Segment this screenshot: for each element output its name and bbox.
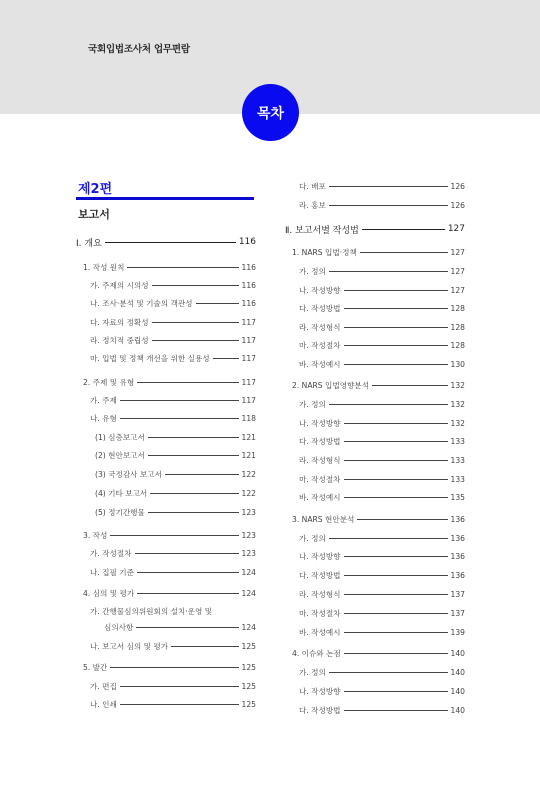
toc-entry-label: 가. 정의 [299, 266, 326, 276]
toc-entry-page: 125 [241, 699, 256, 709]
toc-leader-line [344, 460, 448, 461]
part-title: 제2편 [78, 182, 113, 197]
toc-leader-line [137, 593, 238, 594]
toc-entry [285, 454, 465, 466]
toc-leader-line [110, 667, 238, 668]
toc-entry [285, 339, 465, 351]
toc-entry [285, 180, 465, 192]
toc-entry-page: 122 [241, 488, 256, 498]
toc-leader-line [344, 653, 448, 654]
toc-leader-line [344, 710, 448, 711]
toc-entry-label: 다. 작성방법 [299, 570, 341, 580]
toc-entry-label: 나. 집필 기준 [90, 567, 134, 577]
toc-entry-label: 가. 정의 [299, 399, 326, 409]
toc-entry-page: 132 [450, 399, 465, 409]
toc-leader-line [137, 382, 238, 383]
toc-entry-page: 140 [450, 686, 465, 696]
toc-leader-line [105, 242, 236, 243]
toc-leader-line [165, 474, 239, 475]
toc-entry-label: 바. 작성예시 [299, 627, 341, 637]
toc-entry-page: 126 [450, 200, 465, 210]
toc-leader-line [344, 691, 448, 692]
toc-entry [76, 698, 256, 710]
toc-entry-page: 116 [241, 280, 256, 290]
toc-entry-label: 1. 작성 원칙 [83, 262, 125, 272]
toc-entry-label: (5) 정기간행물 [95, 507, 145, 517]
toc-leader-line [344, 613, 448, 614]
toc-entry [285, 491, 465, 503]
toc-entry-page: 123 [241, 530, 256, 540]
toc-entry [285, 199, 465, 211]
toc-entry [76, 587, 256, 599]
part-rule [76, 197, 254, 200]
toc-entry-label: 다. 자료의 정확성 [90, 317, 149, 327]
toc-entry-label: 다. 작성방법 [299, 436, 341, 446]
toc-entry-label: 나. 보고서 심의 및 평가 [90, 641, 169, 651]
toc-entry [285, 685, 465, 697]
toc-leader-line [148, 455, 239, 456]
toc-entry [76, 566, 256, 578]
toc-entry-page: 140 [450, 667, 465, 677]
toc-entry-label: 라. 작성형식 [299, 589, 341, 599]
toc-entry [76, 352, 256, 364]
toc-entry-page: 128 [450, 303, 465, 313]
toc-entry-label: 라. 작성형식 [299, 455, 341, 465]
toc-entry-label: (1) 심층보고서 [95, 432, 145, 442]
toc-entry [285, 321, 465, 333]
toc-entry-label: 나. 조사·분석 및 기술의 객관성 [90, 298, 193, 308]
toc-entry [76, 236, 256, 248]
toc-entry-label: 나. 작성방향 [299, 418, 341, 428]
toc-entry [285, 666, 465, 678]
toc-entry-page: 139 [450, 627, 465, 637]
toc-leader-line [137, 572, 239, 573]
toc-entry [285, 569, 465, 581]
toc-entry-label: 나. 인쇄 [90, 699, 117, 709]
toc-leader-line [152, 340, 239, 341]
toc-entry [76, 506, 256, 518]
toc-entry [76, 547, 256, 559]
toc-entry [76, 297, 256, 309]
toc-entry-label: 바. 작성예시 [299, 492, 341, 502]
toc-entry-page: 137 [450, 589, 465, 599]
toc-entry [285, 550, 465, 562]
toc-leader-line [344, 441, 448, 442]
toc-entry-label: (3) 국정감사 보고서 [95, 469, 162, 479]
toc-entry-page: 133 [450, 474, 465, 484]
toc-entry-page: 136 [450, 551, 465, 561]
toc-entry-page: 130 [450, 359, 465, 369]
toc-entry [285, 417, 465, 429]
toc-entry-label: 마. 작성절차 [299, 340, 341, 350]
toc-entry-label: 마. 입법 및 정책 개선을 위한 실용성 [90, 353, 210, 363]
part-subtitle: 보고서 [78, 208, 110, 221]
toc-entry [76, 412, 256, 424]
toc-entry-page: 125 [241, 662, 256, 672]
toc-entry [285, 532, 465, 544]
toc-entry-label: Ⅱ. 보고서별 작성법 [285, 225, 359, 236]
toc-leader-line [344, 594, 448, 595]
toc-entry-label: 가. 편집 [90, 681, 117, 691]
toc-entry [76, 529, 256, 541]
toc-entry-page: 122 [241, 469, 256, 479]
toc-entry-label: (4) 기타 보고서 [95, 488, 148, 498]
toc-entry-label: 라. 작성형식 [299, 322, 341, 332]
toc-entry-page: 125 [241, 681, 256, 691]
toc-leader-line [329, 205, 448, 206]
toc-leader-line [360, 252, 448, 253]
toc-entry [285, 513, 465, 525]
toc-entry-label: 나. 작성방향 [299, 285, 341, 295]
toc-entry-label: 다. 배포 [299, 181, 326, 191]
toc-leader-line [152, 322, 239, 323]
toc-entry [285, 302, 465, 314]
toc-leader-line [344, 632, 448, 633]
toc-leader-line [344, 364, 448, 365]
toc-entry-label: 심의사항 [104, 622, 134, 632]
toc-entry [285, 284, 465, 296]
toc-entry-label: 나. 작성방향 [299, 686, 341, 696]
toc-leader-line [120, 686, 239, 687]
toc-entry-label: 5. 발간 [83, 662, 108, 672]
toc-leader-line [372, 385, 447, 386]
toc-entry-page: 124 [241, 588, 256, 598]
toc-entry-page: 127 [447, 224, 465, 234]
toc-entry-page: 128 [450, 322, 465, 332]
toc-entry-page: 117 [241, 335, 256, 345]
toc-entry-label: 마. 작성절차 [299, 608, 341, 618]
toc-entry-page: 135 [450, 492, 465, 502]
toc-entry [285, 223, 465, 235]
toc-leader-line [135, 553, 239, 554]
toc-entry-page: 117 [241, 395, 256, 405]
toc-entry-page: 116 [238, 237, 256, 247]
toc-entry-page: 127 [450, 285, 465, 295]
toc-entry-page: 140 [450, 648, 465, 658]
toc-entry-page: 136 [450, 514, 465, 524]
toc-entry-label: Ⅰ. 개요 [76, 238, 102, 249]
toc-entry-page: 117 [241, 353, 256, 363]
toc-entry-label: 가. 작성절차 [90, 548, 132, 558]
toc-leader-line [344, 556, 448, 557]
toc-leader-line [344, 479, 448, 480]
toc-entry-page: 127 [450, 266, 465, 276]
toc-entry [76, 261, 256, 273]
toc-leader-line [148, 437, 239, 438]
toc-leader-line [329, 271, 448, 272]
toc-entry-page: 137 [450, 608, 465, 618]
toc-entry-label: 가. 주제의 시의성 [90, 280, 149, 290]
toc-entry-label: 마. 작성절차 [299, 474, 341, 484]
toc-entry-label: 나. 작성방향 [299, 551, 341, 561]
toc-badge: 목차 [242, 84, 299, 141]
toc-entry [76, 468, 256, 480]
toc-entry-page: 132 [450, 380, 465, 390]
toc-entry-label: 3. 작성 [83, 530, 108, 540]
toc-entry-label: (2) 현안보고서 [95, 450, 145, 460]
toc-entry-page: 124 [241, 622, 256, 632]
toc-entry [285, 704, 465, 716]
toc-entry [285, 358, 465, 370]
toc-leader-line [196, 303, 239, 304]
toc-leader-line [329, 538, 448, 539]
toc-entry [76, 376, 256, 388]
toc-leader-line [120, 418, 239, 419]
toc-entry-page: 116 [241, 298, 256, 308]
toc-entry-label: 4. 심의 및 평가 [83, 588, 135, 598]
toc-entry [285, 379, 465, 391]
toc-entry [285, 647, 465, 659]
toc-entry [76, 680, 256, 692]
toc-entry-page: 121 [241, 432, 256, 442]
toc-entry-label: 가. 간행물심의위원회의 설치·운영 및 [90, 606, 213, 616]
toc-entry-label: 가. 주제 [90, 395, 117, 405]
toc-leader-line [344, 575, 448, 576]
toc-entry-page: 140 [450, 705, 465, 715]
toc-entry [76, 449, 256, 461]
toc-entry-page: 127 [450, 247, 465, 257]
toc-entry-page: 136 [450, 570, 465, 580]
toc-leader-line [362, 229, 445, 230]
toc-entry [285, 246, 465, 258]
toc-leader-line [120, 704, 239, 705]
toc-entry-page: 123 [241, 548, 256, 558]
toc-leader-line [136, 627, 238, 628]
toc-leader-line [171, 646, 238, 647]
toc-leader-line [120, 400, 239, 401]
toc-entry-page: 125 [241, 641, 256, 651]
toc-entry-label: 라. 홍보 [299, 200, 326, 210]
toc-entry-label: 나. 유형 [90, 413, 117, 423]
toc-entry [285, 626, 465, 638]
toc-leader-line [110, 535, 238, 536]
running-head: 국회입법조사처 업무편람 [88, 44, 190, 55]
toc-leader-line [329, 404, 448, 405]
toc-entry [76, 431, 256, 443]
toc-entry-label: 4. 이슈와 논점 [292, 648, 341, 658]
toc-leader-line [127, 267, 238, 268]
toc-entry-page: 128 [450, 340, 465, 350]
toc-entry [285, 607, 465, 619]
toc-entry-label: 2. 주제 및 유형 [83, 377, 135, 387]
toc-entry [285, 588, 465, 600]
toc-entry-page: 116 [241, 262, 256, 272]
toc-entry [76, 640, 256, 652]
toc-entry-label: 다. 작성방법 [299, 303, 341, 313]
toc-leader-line [357, 519, 447, 520]
toc-entry-page: 117 [241, 317, 256, 327]
toc-entry [285, 473, 465, 485]
toc-entry [285, 435, 465, 447]
toc-entry-label: 가. 정의 [299, 667, 326, 677]
toc-leader-line [344, 290, 448, 291]
toc-leader-line [152, 285, 239, 286]
toc-entry-label: 3. NARS 현안분석 [292, 514, 355, 524]
toc-entry-label: 다. 작성방법 [299, 705, 341, 715]
toc-entry [76, 316, 256, 328]
toc-leader-line [148, 512, 239, 513]
toc-entry-page: 133 [450, 436, 465, 446]
toc-entry-page: 132 [450, 418, 465, 428]
toc-entry [76, 279, 256, 291]
toc-leader-line [344, 423, 448, 424]
toc-leader-line [329, 672, 448, 673]
toc-leader-line [344, 327, 448, 328]
toc-leader-line [344, 497, 448, 498]
toc-entry-label: 가. 정의 [299, 533, 326, 543]
toc-entry-label: 1. NARS 입법·정책 [292, 247, 357, 257]
toc-entry-page: 118 [241, 413, 256, 423]
toc-entry [76, 394, 256, 406]
toc-entry [76, 334, 256, 346]
toc-leader-line [344, 308, 448, 309]
toc-entry-page: 133 [450, 455, 465, 465]
toc-entry-label: 2. NARS 입법영향분석 [292, 380, 370, 390]
toc-entry [76, 661, 256, 673]
toc-leader-line [329, 186, 448, 187]
toc-entry [285, 265, 465, 277]
toc-entry [76, 487, 256, 499]
toc-entry [76, 605, 256, 617]
toc-entry [285, 398, 465, 410]
toc-entry-page: 121 [241, 450, 256, 460]
toc-entry-page: 126 [450, 181, 465, 191]
toc-entry-page: 124 [241, 567, 256, 577]
toc-entry [76, 621, 256, 633]
toc-entry-page: 123 [241, 507, 256, 517]
toc-leader-line [150, 493, 238, 494]
toc-leader-line [344, 345, 448, 346]
toc-entry-label: 바. 작성예시 [299, 359, 341, 369]
toc-entry-page: 136 [450, 533, 465, 543]
toc-entry-label: 라. 정치적 중립성 [90, 335, 149, 345]
toc-leader-line [213, 358, 239, 359]
toc-entry-page: 117 [241, 377, 256, 387]
